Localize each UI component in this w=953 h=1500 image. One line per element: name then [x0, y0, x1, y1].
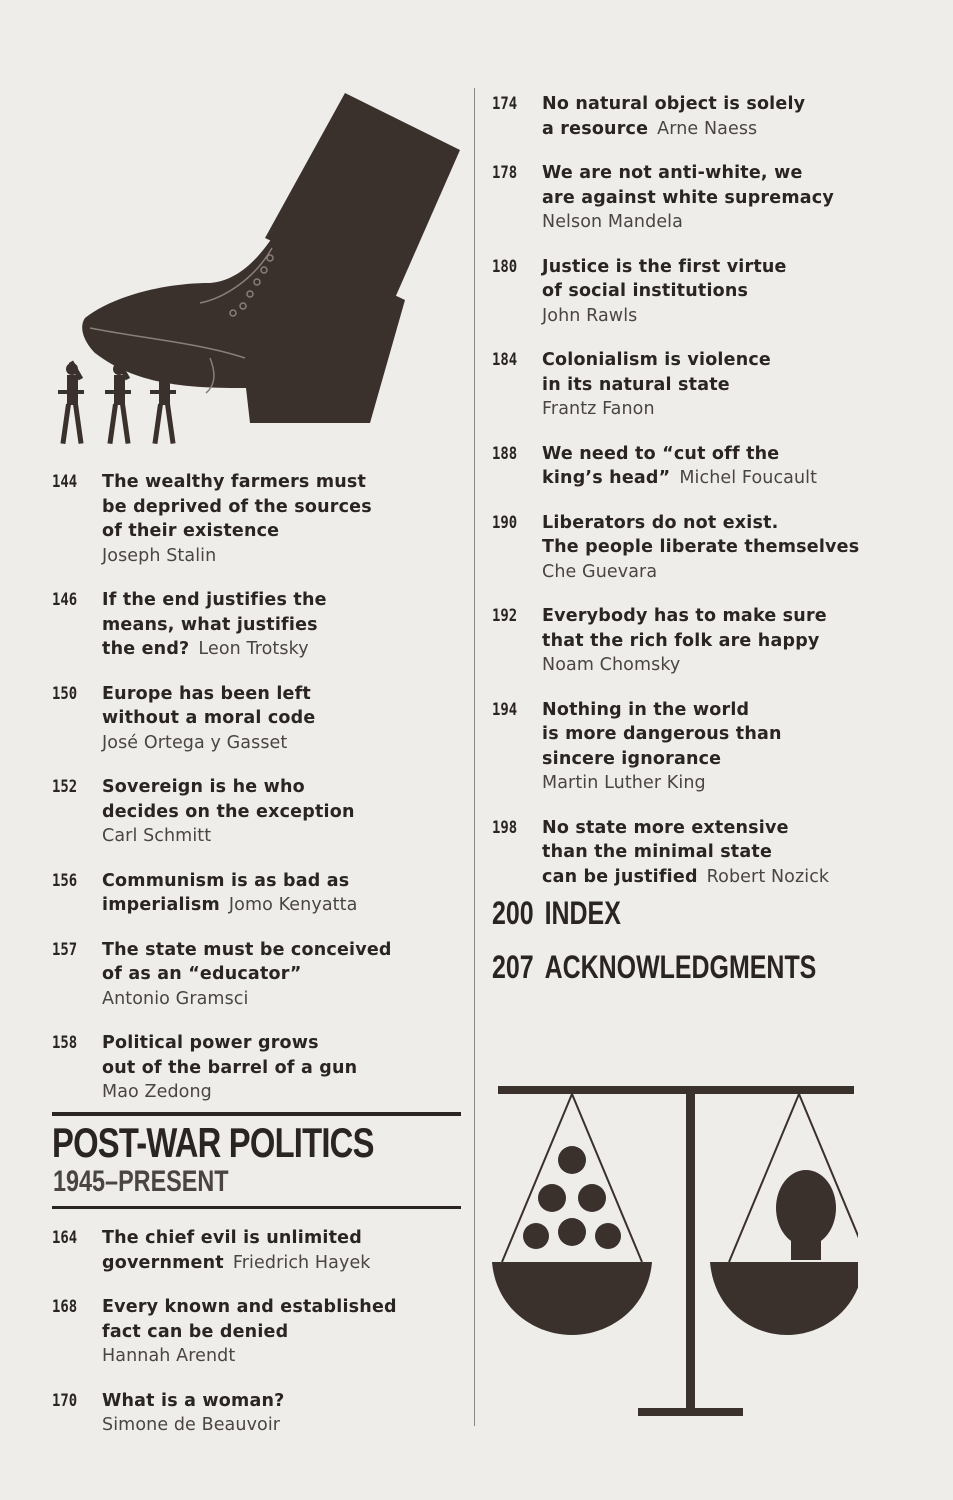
entry-title-line: No natural object is solely	[542, 94, 806, 114]
toc-entry[interactable]	[52, 938, 462, 1012]
entry-title-line: What is a woman?	[102, 1390, 285, 1411]
page-number: 188	[492, 443, 518, 464]
toc-entry[interactable]	[52, 682, 462, 756]
toc-entry[interactable]	[52, 1389, 462, 1438]
entry-author: Robert Nozick	[706, 866, 830, 887]
page-number: 168	[52, 1297, 78, 1317]
entry-title-line: king’s head”	[542, 468, 671, 488]
entry-text	[542, 92, 912, 141]
acknowledgments-label: ACKNOWLEDGMENTS	[544, 949, 817, 985]
entry-title-line: of as an “educator”	[102, 964, 302, 984]
entry-title-line: The state must be conceived	[102, 939, 392, 960]
entry-title-line: Every known and established	[102, 1297, 397, 1317]
toc-entry[interactable]	[492, 604, 912, 678]
entry-title-line: If the end justifies the	[102, 590, 327, 610]
toc-entry[interactable]	[492, 92, 912, 141]
entry-author: John Rawls	[542, 305, 638, 326]
entry-author: Martin Luther King	[542, 773, 706, 793]
entry-title-line: The wealthy farmers must	[102, 472, 367, 492]
page-number: 152	[52, 777, 78, 797]
entry-author: José Ortega y Gasset	[102, 732, 288, 753]
entry-title-line: than the minimal state	[542, 842, 773, 862]
entry-title-line: Liberators do not exist.	[542, 512, 779, 533]
toc-entry[interactable]	[492, 816, 912, 890]
toc-entry[interactable]	[52, 1226, 462, 1275]
entry-text	[102, 682, 462, 756]
entry-author: Noam Chomsky	[542, 655, 681, 675]
entry-title-line: are against white supremacy	[542, 187, 834, 208]
page-number: 150	[52, 683, 78, 704]
entry-title-line: We are not anti-white, we	[542, 163, 803, 183]
toc-entry[interactable]	[492, 255, 912, 329]
entry-text	[102, 938, 462, 1012]
section-rule-bottom	[52, 1206, 461, 1209]
entry-author: Mao Zedong	[102, 1082, 212, 1102]
entry-author: Jomo Kenyatta	[228, 895, 358, 915]
post-war-entries	[52, 1226, 462, 1458]
page-number: 184	[492, 350, 518, 370]
entry-title-line: imperialism	[102, 895, 220, 915]
page-number: 198	[492, 817, 518, 838]
page-number: 180	[492, 256, 518, 277]
entry-title-line: fact can be denied	[102, 1321, 289, 1342]
entry-title-line: Sovereign is he who	[102, 777, 305, 797]
toc-entry[interactable]	[52, 775, 462, 849]
page-number: 144	[52, 472, 78, 492]
entry-title-line: decides on the exception	[102, 801, 355, 822]
toc-entry[interactable]	[52, 1295, 462, 1369]
toc-entry[interactable]	[52, 1031, 462, 1105]
entry-text	[102, 775, 462, 849]
entry-author: Nelson Mandela	[542, 212, 683, 232]
entry-title-line: Political power grows	[102, 1033, 319, 1053]
page-number: 194	[492, 699, 518, 720]
entry-title-line: Colonialism is violence	[542, 350, 771, 370]
entry-text	[542, 161, 912, 235]
entry-text	[542, 442, 912, 491]
entry-title-line: Justice is the first virtue	[542, 256, 787, 277]
left-column-entries	[52, 470, 462, 1125]
entry-author: Frantz Fanon	[542, 399, 655, 419]
entry-title-line: The chief evil is unlimited	[102, 1228, 362, 1248]
index-label: INDEX	[544, 895, 621, 931]
entry-author: Carl Schmitt	[102, 826, 212, 846]
entry-text	[102, 1031, 462, 1105]
entry-title-line: a resource	[542, 118, 649, 139]
page-number: 158	[52, 1033, 78, 1053]
entry-author: Che Guevara	[542, 561, 658, 582]
entry-text	[102, 1389, 462, 1438]
page-number: 192	[492, 606, 518, 626]
entry-text	[542, 255, 912, 329]
section-rule-top	[52, 1112, 461, 1116]
page-number: 157	[52, 939, 78, 960]
toc-entry[interactable]	[52, 470, 462, 568]
entry-title-line: that the rich folk are happy	[542, 630, 820, 651]
entry-title-line: be deprived of the sources	[102, 496, 372, 517]
entry-title-line: of social institutions	[542, 281, 749, 301]
entry-title-line: No state more extensive	[542, 817, 789, 838]
toc-entry[interactable]	[492, 348, 912, 422]
entry-title-line: Communism is as bad as	[102, 870, 350, 891]
index-entry[interactable]	[492, 895, 621, 931]
acknowledgments-entry[interactable]	[492, 949, 816, 985]
entry-title-line: We need to “cut off the	[542, 443, 780, 464]
entry-title-line: Nothing in the world	[542, 699, 750, 720]
page-number: 190	[492, 512, 518, 533]
entry-text	[542, 698, 912, 796]
section-title: POST-WAR POLITICS	[52, 1119, 374, 1166]
entry-author: Michel Foucault	[679, 468, 818, 488]
section-subtitle: 1945–PRESENT	[53, 1165, 229, 1198]
entry-text	[542, 816, 912, 890]
page-number: 156	[52, 870, 78, 891]
toc-entry[interactable]	[52, 869, 462, 918]
entry-text	[102, 588, 462, 662]
entry-author: Hannah Arendt	[102, 1346, 236, 1366]
entry-author: Joseph Stalin	[102, 545, 217, 566]
page-number: 174	[492, 94, 518, 114]
entry-title-line: is more dangerous than	[542, 724, 782, 744]
right-column-entries	[492, 92, 912, 909]
entry-title-line: government	[102, 1252, 224, 1273]
entry-title-line: out of the barrel of a gun	[102, 1057, 358, 1078]
entry-author: Antonio Gramsci	[102, 988, 249, 1009]
page-number: 146	[52, 590, 78, 610]
entry-text	[102, 869, 462, 918]
entry-text	[102, 1226, 462, 1275]
entry-author: Arne Naess	[657, 118, 758, 139]
toc-entry[interactable]	[52, 588, 462, 662]
entry-title-line: Everybody has to make sure	[542, 606, 827, 626]
entry-text	[102, 470, 462, 568]
entry-author: Simone de Beauvoir	[102, 1415, 281, 1435]
column-divider	[474, 88, 475, 1426]
entry-title-line: Europe has been left	[102, 683, 311, 704]
entry-title-line: sincere ignorance	[542, 748, 722, 769]
entry-title-line: without a moral code	[102, 708, 316, 728]
entry-text	[102, 1295, 462, 1369]
boot-illustration	[50, 88, 465, 450]
entry-author: Leon Trotsky	[198, 639, 309, 659]
entry-title-line: The people liberate themselves	[542, 537, 860, 557]
scale-illustration	[488, 1080, 858, 1425]
entry-author: Friedrich Hayek	[232, 1252, 371, 1273]
page-number: 164	[52, 1228, 78, 1248]
entry-title-line: in its natural state	[542, 374, 730, 395]
toc-entry[interactable]	[492, 698, 912, 796]
acknowledgments-page-number: 207	[492, 949, 534, 985]
entry-text	[542, 604, 912, 678]
entry-title-line: means, what justifies	[102, 614, 318, 635]
entry-title-line: of their existence	[102, 521, 280, 541]
toc-entry[interactable]	[492, 511, 912, 585]
toc-entry[interactable]	[492, 161, 912, 235]
page-number: 170	[52, 1390, 78, 1411]
page-number: 178	[492, 163, 518, 183]
entry-text	[542, 348, 912, 422]
entry-text	[542, 511, 912, 585]
index-page-number: 200	[492, 895, 534, 931]
toc-entry[interactable]	[492, 442, 912, 491]
entry-title-line: can be justified	[542, 866, 698, 887]
entry-title-line: the end?	[102, 639, 190, 659]
